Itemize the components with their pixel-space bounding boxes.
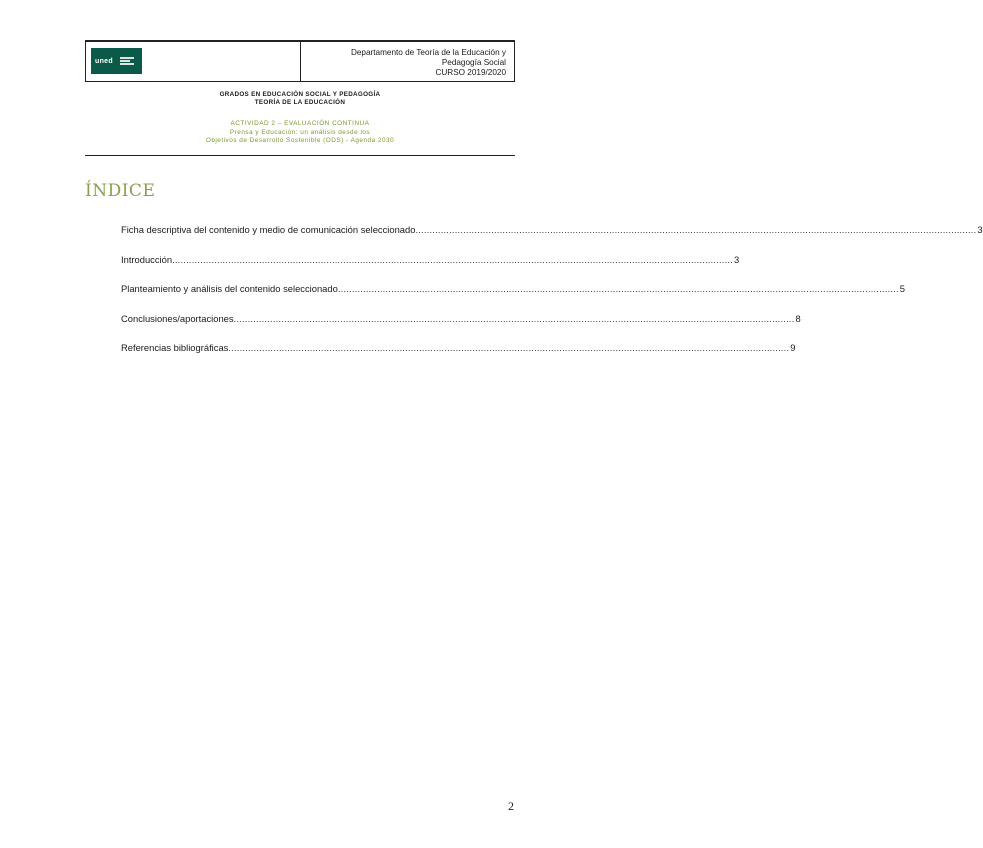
degree-block	[85, 91, 515, 107]
department-line1: Departamento de Teoría de la Educación y	[350, 48, 506, 57]
toc-entry[interactable]	[121, 342, 796, 372]
activity-line2: Prensa y Educación: un análisis desde los	[229, 128, 371, 136]
logo-mark-icon	[120, 57, 134, 65]
toc-leader: ........................................................................................................................................................................................................	[337, 283, 899, 294]
toc-entry-title: Planteamiento y análisis del contenido seleccionado	[121, 283, 338, 294]
toc-entry[interactable]	[121, 312, 801, 343]
header-logo-cell	[86, 42, 301, 81]
degree-line1: GRADOS EN EDUCACIÓN SOCIAL Y PEDAGOGÍA	[219, 91, 381, 98]
toc-entry-title: Introducción	[121, 253, 173, 265]
degree-line2: TEORÍA DE LA EDUCACIÓN	[254, 99, 346, 106]
toc-leader: ........................................................................................................................................................................................................	[415, 224, 977, 235]
toc-leader: ........................................................................................................................................................................................................	[172, 253, 734, 265]
activity-line3: Objetivos de Desarrollo Sostenible (ODS) - Agenda 2030	[205, 137, 395, 144]
toc-entry-title: Ficha descriptiva del contenido y medio de comunicación seleccionado	[121, 224, 416, 235]
toc-entry[interactable]	[121, 253, 740, 284]
index-title: ÍNDICE	[85, 181, 156, 201]
department-line2: Pedagogía Social	[441, 58, 506, 67]
header-department-cell	[301, 42, 514, 81]
uned-logo	[91, 48, 142, 74]
logo-text: uned	[95, 57, 113, 65]
toc-entry-page: 9	[790, 342, 796, 353]
toc-entry-page: 5	[899, 283, 905, 294]
toc-entry-page: 8	[795, 312, 801, 324]
activity-block	[85, 120, 515, 146]
toc-entry-page: 3	[977, 224, 983, 235]
toc-leader: ........................................................................................................................................................................................................	[228, 342, 790, 353]
toc-entry-title: Conclusiones/aportaciones	[121, 312, 234, 324]
toc-entry[interactable]	[121, 224, 983, 254]
page-number: 2	[508, 799, 514, 813]
document-header	[85, 40, 515, 82]
activity-line1: ACTIVIDAD 2 – EVALUACIÓN CONTINUA	[230, 120, 370, 127]
toc-leader: ........................................................................................................................................................................................................	[233, 312, 795, 324]
table-of-contents	[121, 224, 983, 372]
toc-entry-title: Referencias bibliográficas	[121, 342, 229, 353]
header-divider	[85, 155, 515, 156]
toc-entry[interactable]	[121, 283, 905, 313]
toc-entry-page: 3	[734, 253, 740, 265]
course: CURSO 2019/2020	[435, 68, 506, 77]
